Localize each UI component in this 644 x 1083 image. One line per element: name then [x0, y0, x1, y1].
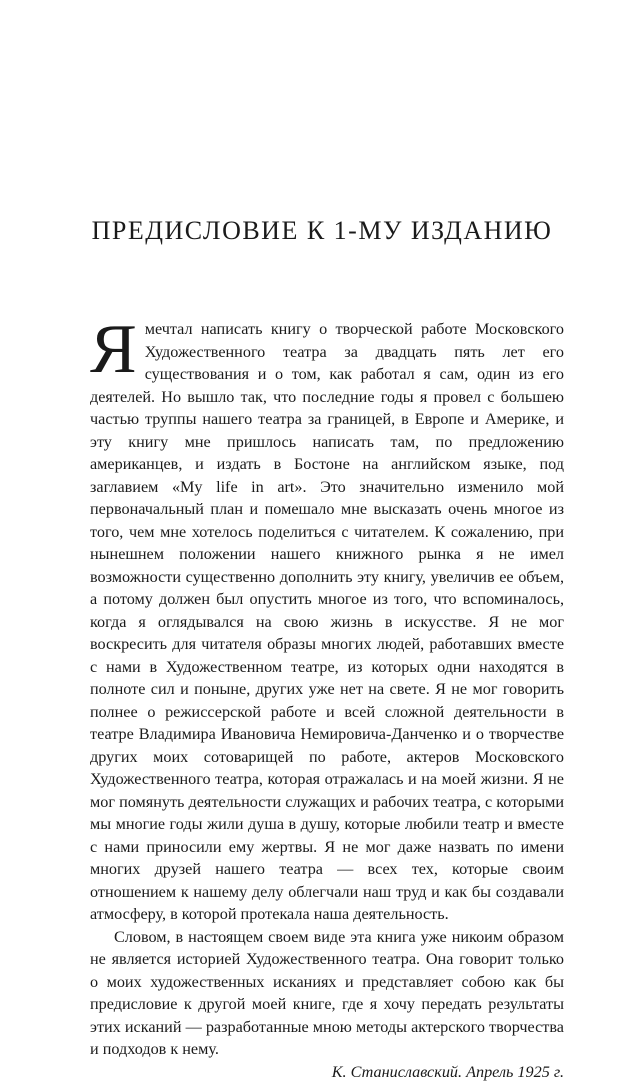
paragraph-1-text: мечтал написать книгу о творческой работе Московского Художественного театра за двадцать пять лет его существования и о том, как работал я сам, один из его деятелей. Но вышло так, что последние годы я провел с большею частью труппы нашего театра за границей, в Европе и Америке, и эту книгу мне пришлось написать там, по предложению американцев, и издать в Бостоне на английском языке, под заглавием «My life in art». Это значительно изменило мой первоначальный план и помешало мне высказать очень многое из того, чем мне хотелось поделиться с читателем. К сожалению, при нынешнем положении нашего книжного рынка я не имел возможности существенно дополнить эту книгу, увеличив ее объем, а потому должен был опустить многое из того, что вспоминалось, когда я оглядывался на свою жизнь в искусстве. Я не мог воскресить для читателя образы многих людей, работавших вместе с нами в Художественном театре, из которых одни находятся в полноте сил и поныне, других уже нет на свете. Я не мог говорить полнее о режиссерской работе и всей сложной деятельности в театре Владимира Ивановича Немировича-Данченко и о творчестве других моих сотоварищей по работе, актеров Московского Художественного театра, которая отражалась и на моей жизни. Я не мог помянуть деятельности служащих и рабочих театра, с которыми мы многие годы жили душа в душу, которые любили театр и вместе с нами приносили ему жертвы. Я не мог даже назвать по имени многих друзей нашего театра — всех тех, которые своим отношением к нашему делу облегчали наш труд и как бы создавали атмосферу, в которой протекала наша деятельность. — [90, 320, 564, 923]
signature: К. Станиславский. Апрель 1925 г. — [90, 1061, 564, 1083]
drop-cap: Я — [90, 322, 137, 380]
paragraph-1 — [90, 318, 564, 926]
body-text — [90, 318, 564, 1083]
page-title: ПРЕДИСЛОВИЕ К 1-МУ ИЗДАНИЮ — [0, 216, 644, 246]
paragraph-2: Словом, в настоящем своем виде эта книга уже никоим образом не является историей Художественного театра. Она говорит только о моих художественных исканиях и представляет собою как бы предисловие к другой моей книге, где я хочу передать результаты этих исканий — разработанные мною методы актерского творчества и подходов к нему. — [90, 926, 564, 1061]
